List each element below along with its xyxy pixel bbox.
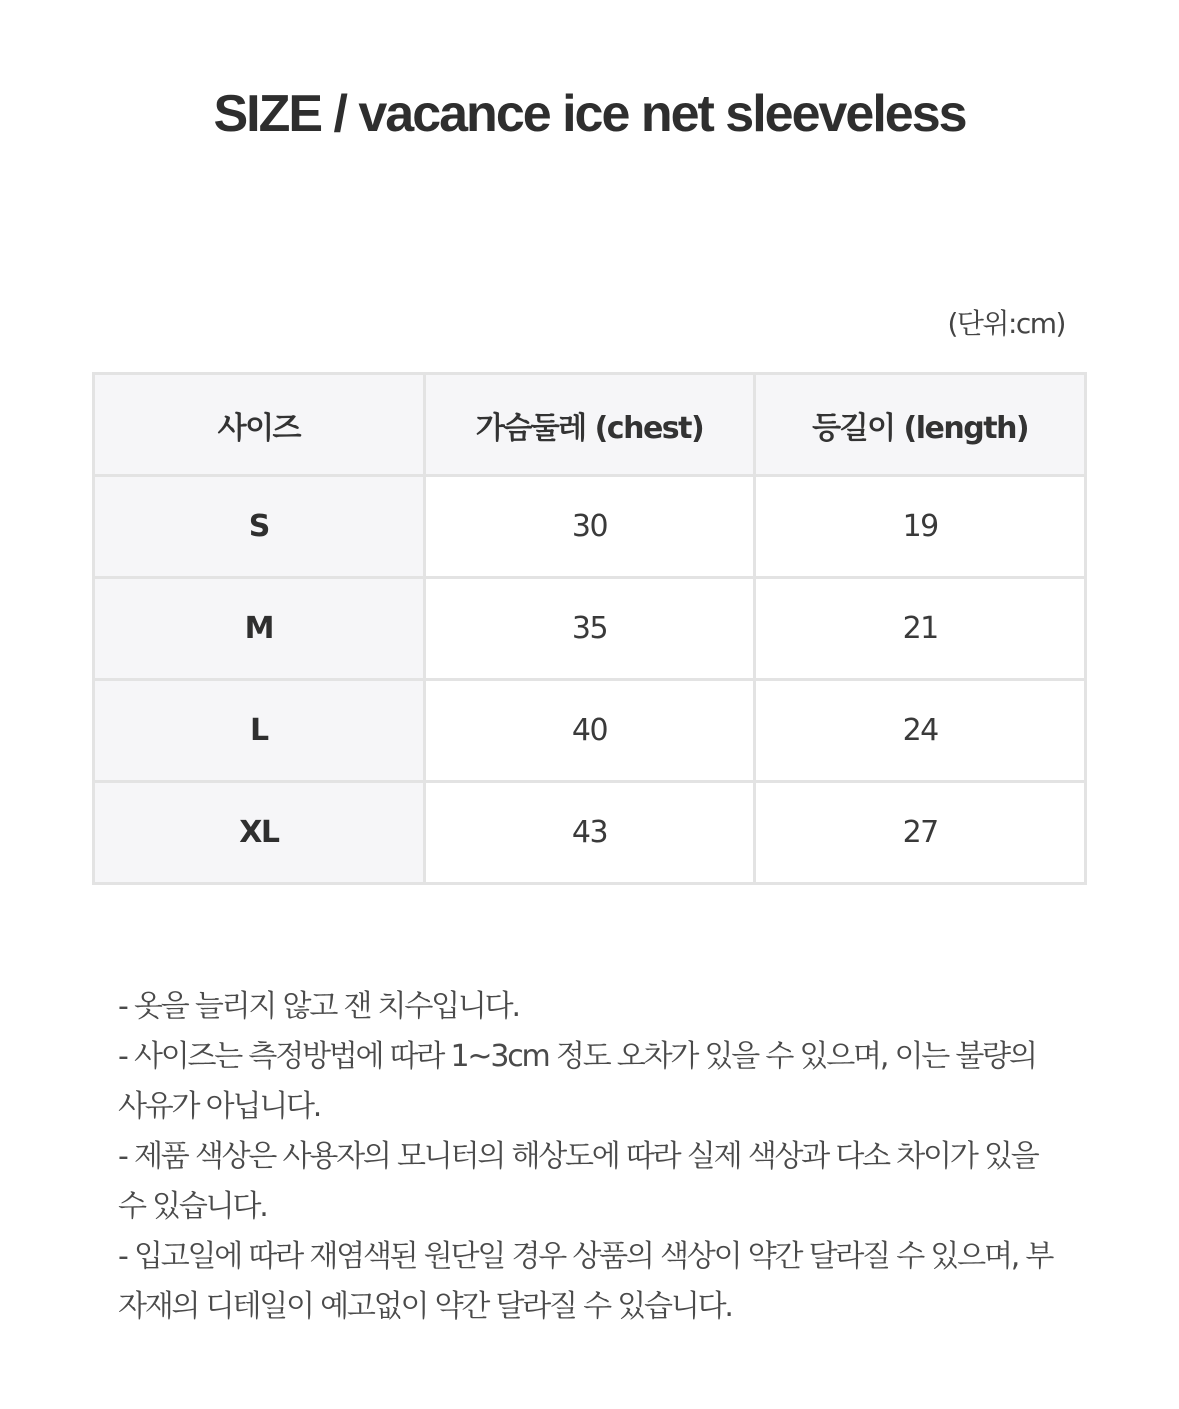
note-item: - 옷을 늘리지 않고 잰 치수입니다. <box>118 989 519 1024</box>
page-title: SIZE / vacance ice net sleeveless <box>213 85 966 143</box>
table-row <box>94 680 1086 782</box>
note-item: - 사이즈는 측정방법에 따라 1~3cm 정도 오차가 있을 수 있으며, 이는 불량의 사유가 아닙니다. <box>118 1039 1036 1124</box>
table-header-row <box>94 374 1086 476</box>
note-item: - 입고일에 따라 재염색된 원단일 경우 상품의 색상이 약간 달라질 수 있으며, 부자재의 디테일이 예고없이 약간 달라질 수 있습니다. <box>118 1239 1053 1324</box>
unit-label: (단위:cm) <box>947 307 1065 340</box>
table-row <box>94 578 1086 680</box>
length-cell: 27 <box>755 782 1086 884</box>
size-cell: S <box>94 476 425 578</box>
size-cell: M <box>94 578 425 680</box>
header-length: 등길이 (length) <box>755 374 1086 476</box>
length-cell: 21 <box>755 578 1086 680</box>
chest-cell: 35 <box>424 578 755 680</box>
size-cell: XL <box>94 782 425 884</box>
length-cell: 24 <box>755 680 1086 782</box>
length-cell: 19 <box>755 476 1086 578</box>
table-row <box>94 476 1086 578</box>
header-chest: 가슴둘레 (chest) <box>424 374 755 476</box>
table-row <box>94 782 1086 884</box>
chest-cell: 40 <box>424 680 755 782</box>
note-item: - 제품 색상은 사용자의 모니터의 해상도에 따라 실제 색상과 다소 차이가 있을 수 있습니다. <box>118 1139 1038 1224</box>
notes-list <box>118 982 1068 1332</box>
header-size: 사이즈 <box>94 374 425 476</box>
chest-cell: 43 <box>424 782 755 884</box>
chest-cell: 30 <box>424 476 755 578</box>
size-cell: L <box>94 680 425 782</box>
size-table <box>92 372 1087 885</box>
